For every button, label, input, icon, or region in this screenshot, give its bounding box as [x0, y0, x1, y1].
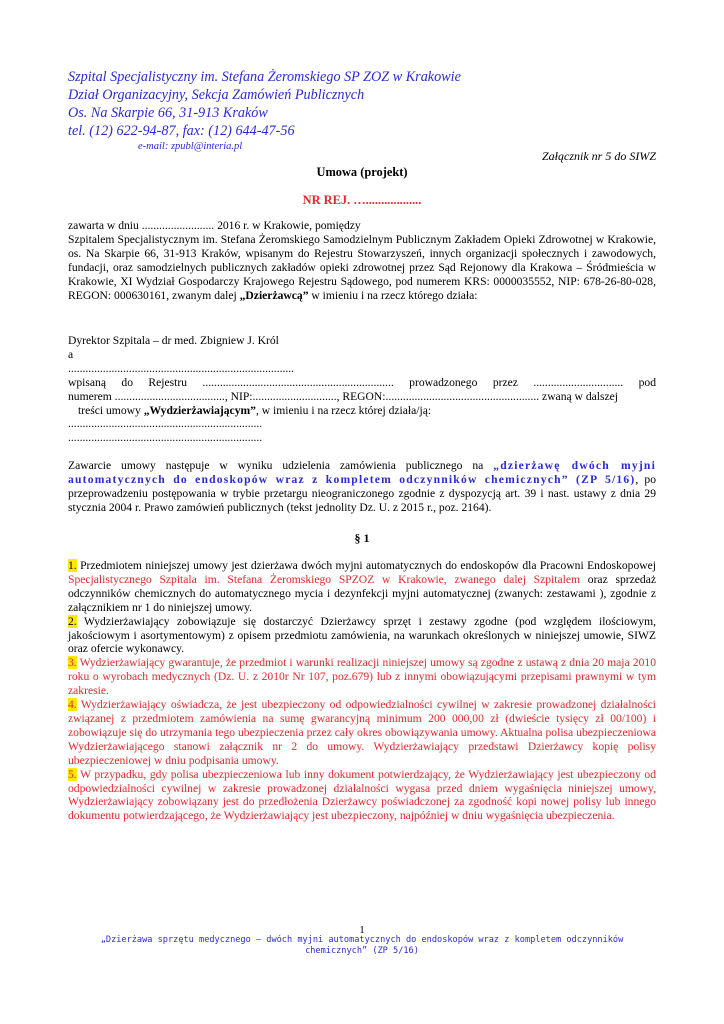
register-word-2: do [121, 375, 133, 389]
party2-name-line: .............................................................................. [68, 361, 295, 375]
item-3-number: 3. [68, 656, 77, 670]
register-word-5: przez [492, 375, 518, 389]
document-title: Umowa (projekt) [316, 165, 408, 179]
register-row [68, 376, 656, 390]
footer-line-2: chemicznych” (ZP 5/16) [305, 946, 419, 956]
basis-subject: „dzierżawę dwóch myjni automatycznych do endoskopów wraz z kompletem odczynników chemicznych” (ZP 5/16) [68, 459, 656, 486]
section-items [68, 559, 656, 823]
page-number: 1 [359, 924, 365, 936]
concluded-line: zawarta w dniu ......................... 2016 r. w Krakowie, pomiędzy [68, 219, 361, 232]
register-dots-1: .................................................................. [202, 375, 394, 389]
item-1-text-red: Specjalistycznego Szpitala im. Stefana Żeromskiego SPZOZ w Krakowie, zwanego dalej Szpitalem [68, 572, 581, 586]
party1-role: „Dzierżawcą” [239, 288, 309, 302]
parties-block [68, 219, 656, 302]
letterhead-hospital-name: Szpital Specjalistyczny im. Stefana Żeromskiego SP ZOZ w Krakowie [68, 69, 461, 85]
item-2-number: 2. [68, 614, 77, 628]
letterhead-address: Os. Na Skarpie 66, 31-913 Kraków [68, 105, 268, 121]
register-dots-2: ............................... [533, 375, 624, 389]
attachment-label: Załącznik nr 5 do SIWZ [542, 149, 656, 163]
registration-number: NR REJ. ….................. [302, 193, 422, 207]
party1-paragraph [68, 233, 656, 303]
basis-paragraph [68, 459, 656, 515]
letterhead-department: Dział Organizacyjny, Sekcja Zamówień Publicznych [68, 87, 365, 103]
item-2 [68, 615, 656, 657]
item-5 [68, 768, 656, 824]
item-1 [68, 559, 656, 615]
and-line: a [68, 347, 74, 361]
director-block [68, 334, 656, 445]
register-word-1: wpisaną [68, 375, 106, 389]
signatory-line-1: ................................................................... [68, 417, 263, 431]
item-5-number: 5. [68, 767, 77, 781]
numbers-line: numerem ......................................, NIP:............................., REGON:..................................................... zwaną w dalszej [68, 389, 619, 403]
basis-text-b: , po przeprowadzeniu postępowania w trybie przetargu nieograniczonego zgodnie z dyspozycją art. 39 i nast. ustawy z dnia 29 stycznia 2004 r. Prawo zamówień publicznych (tekst jednolity Dz. U. z 2015 r., poz. 2164). [68, 472, 656, 514]
letterhead-phone-fax: tel. (12) 622-94-87, fax: (12) 644-47-56 [68, 123, 295, 139]
register-word-3: Rejestru [148, 375, 188, 389]
section-sign: § 1 [354, 531, 370, 545]
item-1-text-b: oraz sprzedaż odczynników chemicznych do automatycznego mycia i dezynfekcji myjni automatycznej (zwanych: zestawami ), zgodnie z załącznikiem nr 1 do niniejszej umowy. [68, 572, 657, 614]
party2-text-a: treści umowy [78, 403, 144, 417]
party2-text-b: , w imieniu i na rzecz której działa/ją: [255, 403, 432, 417]
party1-text-a: Szpitalem Specjalistycznym im. Stefana Żeromskiego Samodzielnym Publicznym Zakładem Opieki Zdrowotnej w Krakowie, os. Na Skarpie 66, 31-913 Kraków, wpisanym do Rejestru Stowarzyszeń, innych organizacji społecznych i zawodowych, fundacji, oraz samodzielnych publicznych zakładów opieki zdrowotnej przez Sąd Rejonowy dla Krakowa – Śródmieścia w Krakowie, XI Wydział Gospodarczy Krajowego Rejestru Sądowego, pod numerem KRS: 0000035552, NIP: 678-26-80-028, REGON: 000630161, zwanym dalej [68, 232, 656, 302]
basis-text-a: Zawarcie umowy następuje w wyniku udzielenia zamówienia publicznego na [68, 459, 494, 472]
item-3-text: Wydzierżawiający gwarantuje, że przedmiot i warunki realizacji niniejszej umowy są zgodne z ustawą z dnia 20 maja 2010 roku o wyrobach medycznych (Dz. U. z 2010r Nr 107, poz.679) lub z innymi obowiązującymi przepisami prawnymi w tym zakresie. [68, 656, 656, 698]
party2-paragraph [68, 404, 656, 418]
footer-line-1: „Dzierżawa sprzętu medycznego – dwóch myjni automatycznych do endoskopów wraz z kompletem odczynników [100, 935, 624, 945]
register-word-6: pod [638, 375, 656, 389]
item-1-number: 1. [68, 559, 77, 572]
item-4-text: Wydzierżawiający oświadcza, że jest ubezpieczony od odpowiedzialności cywilnej w zakresie prowadzonej działalności związanej z przedmiotem zamówienia na sumę gwarancyjną minimum 200 000,00 zł (dwieście tysięcy zł 00/100) i zobowiązuje się do utrzymania tego ubezpieczenia przez cały okres obowiązywania umowy. Aktualna polisa ubezpieczeniowa Wydzierżawiającego stanowi załącznik nr 2 do umowy. Wydzierżawiający przedstawi Dzierżawcy kopię polisy ubezpieczeniowej w dniu podpisania umowy. [68, 698, 656, 767]
item-4-number: 4. [68, 698, 77, 712]
item-5-text: W przypadku, gdy polisa ubezpieczeniowa lub inny dokument potwierdzający, że Wydzierżawiający jest ubezpieczony od odpowiedzialności cywilnej w zakresie prowadzonej działalności wygasa przed dniem wygaśnięcia niniejszej umowy, Wydzierżawiający zobowiązany jest do przedłożenia Dzierżawcy poświadczonej za zgodność kopi nowej polisy lub innego dokumentu potwierdzającego, że Wydzierżawiający jest ubezpieczony, najpóźniej w dniu wygaśnięcia ubezpieczenia. [68, 767, 656, 823]
letterhead [68, 68, 488, 153]
item-4 [68, 698, 656, 768]
item-3 [68, 656, 656, 698]
item-2-text: Wydzierżawiający zobowiązuje się dostarczyć Dzierżawcy sprzęt i zestawy zgodne (pod względem ilościowym, jakościowym i asortymentowym) z opisem przedmiotu zamówienia, na warunkach określonych w niniejszej umowie, SIWZ oraz ofercie wykonawcy. [68, 614, 656, 656]
party2-role: „Wydzierżawiającym” [143, 403, 256, 417]
register-word-4: prowadzonego [409, 375, 478, 389]
party1-text-b: w imieniu i na rzecz którego działa: [308, 288, 478, 302]
page-footer [0, 935, 724, 957]
director-line: Dyrektor Szpitala – dr med. Zbigniew J. Król [68, 334, 279, 347]
letterhead-email[interactable]: e-mail: zpubl@interia.pl [138, 141, 243, 152]
signatory-line-2: ................................................................... [68, 431, 263, 445]
item-1-text-a: Przedmiotem niniejszej umowy jest dzierżawa dwóch myjni automatycznych do endoskopów dla Pracowni Endoskopowej [76, 559, 656, 572]
